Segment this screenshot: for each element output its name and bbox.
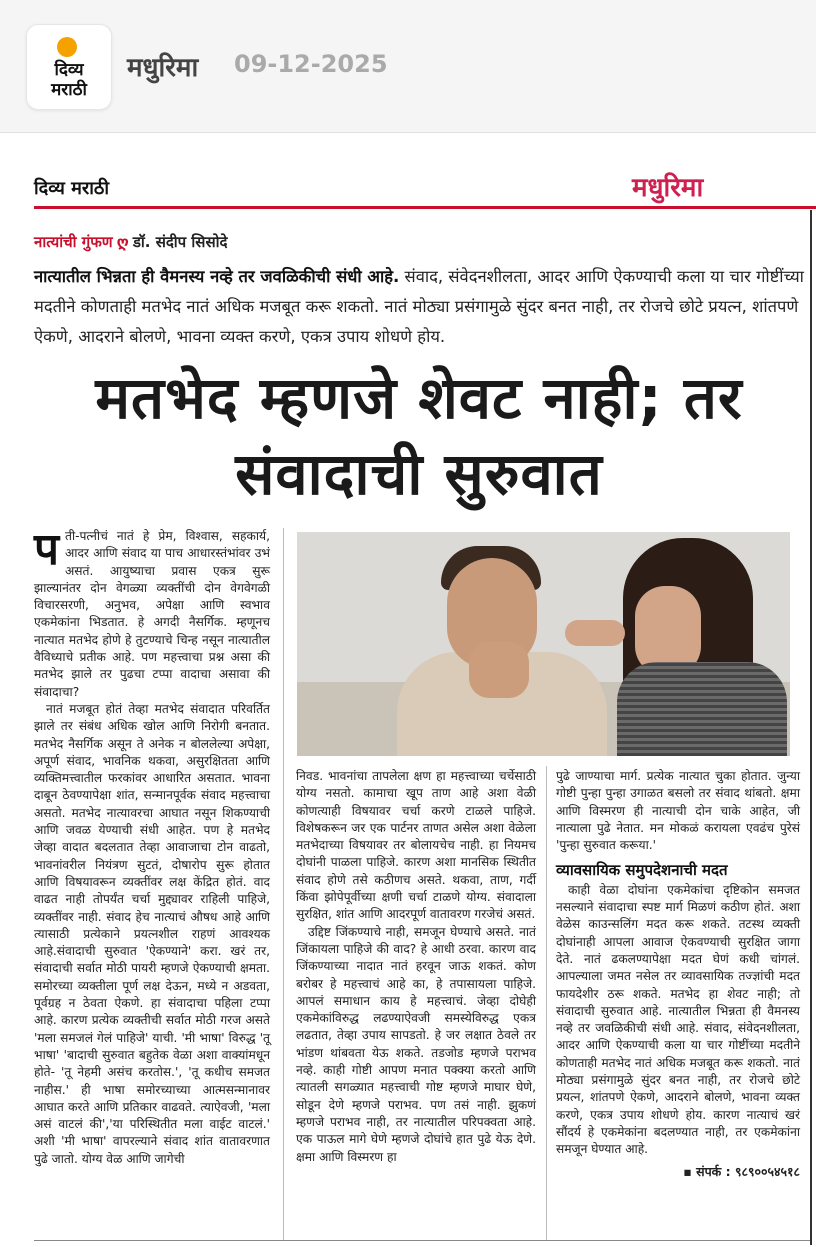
column-1-paragraph-1-text: ती-पत्नीचं नातं हे प्रेम, विश्वास, सहकार्य, आदर आणि संवाद या पाच आधारस्तंभांवर उभं असतं. आयुष्याचा प्रवास एकत्र सुरू झाल्यानंतर दोन वेगळ्या व्यक्तींची दोन वेगवेगळी विचारसरणी, अनुभव, अपेक्षा आणि स्वभाव एकमेकांना भिडतात. हे अगदी नैसर्गिक. म्हणूनच नात्यात मतभेद होणे हे तुटण्याचे चिन्ह नसून नात्यातील वैविध्याचे प्रतीक आहे. पण महत्त्वाचा प्रश्न असा की मतभेद झाले तर पुढचा टप्पा वादाचा असावा की संवादाचा? (34, 529, 270, 699)
logo-line-1: दिव्य (54, 60, 84, 80)
article-column-3 (556, 768, 800, 1180)
section-name: मधुरिमा (632, 173, 704, 203)
author-name: डॉ. संदीप सिसोदे (132, 233, 228, 251)
column-2-paragraph-1: निवड. भावनांचा तापलेला क्षण हा महत्त्वाच्या चर्चेसाठी योग्य नसतो. कामाचा खूप ताण आहे अशा वेळी कोणत्याही विषयावर चर्चा करणे टाळले पाहिजे. विशेषकरून जर एक पार्टनर ताणत असेल अशा वेळेला मतभेदाच्या विषयावर तर बोलायचेच नाही. हा नियमच दोघांनी पाळला पाहिजे. कारण अशा मानसिक स्थितीत संवाद होणे तसे कठीणच असते. थकवा, ताण, गर्दी किंवा झोपेपूर्वीच्या क्षणी चर्चा टाळणे योग्य. संवादाला सुरक्षित, शांत आणि आदरपूर्ण वातावरण गरजेचं असतं. (296, 769, 536, 922)
sun-icon (57, 37, 77, 57)
page-edge-rule (810, 210, 812, 1245)
column-1-paragraph-2: नातं मजबूत होतं तेव्हा मतभेद संवादात परिवर्तित झाले तर संबंध अधिक खोल आणि निरोगी बनतात. मतभेद नैसर्गिक असून ते अनेक न बोललेल्या अपेक्षा, अपूर्ण संवाद, भावनिक थकवा, असुरक्षितता आणि व्यक्तिमत्त्वातील फरकांवर आधारित असतात. भावना दाबून ठेवण्यापेक्षा शांत, सन्मानपूर्वक संवाद महत्त्वाचा असतो. मतभेद नात्यावरचा आघात नसून शिकण्याची आणि जवळ येण्याची संधी आहेत. पण हे मतभेद जेव्हा वादात बदलतात तेव्हा आवाजाचा टोन वाढतो, भावनांवरील नियंत्रण सुटतं, दोषारोप सुरू होतात आणि विषयावरून व्यक्तींवर लक्ष केंद्रित होतं. वाद वाढत नाही तोपर्यंत चर्चा मुद्द्यावर राहिली पाहिजे, व्यक्तींवर नाही. संवाद हेच नात्याचं औषध आहे आणि त्यासाठी प्रत्येकाने प्रयत्नशील राहणं आवश्यक आहे.संवादाची सुरुवात 'ऐकण्याने' करा. खरं तर, संवादाची सर्वात मोठी पायरी म्हणजे ऐकण्याची क्षमता. समोरच्या व्यक्तीला पूर्ण लक्ष देऊन, मध्ये न अडवता, पूर्वग्रह न ठेवता ऐकणे. हा संवादाचा पहिला टप्पा आहे. कारण प्रत्येक व्यक्तीची सर्वात मोठी गरज असते 'मला समजलं गेलं पाहिजे' याची. 'मी भाषा' विरुद्ध 'तू भाषा' 'बादाची सुरुवात बहुतेक वेळा अशा वाक्यांमधून होते- 'तू नेहमी असंच करतोस.', 'तू कधीच समजत नाहीस.' ही भाषा समोरच्याच्या आत्मसन्मानावर आघात करते आणि प्रतिकार वाढवते. त्याऐवजी, 'मला असं वाटलं की','या परिस्थितीत मला वाईट वाटलं.' अशी 'मी भाषा' वापरल्याने संवाद शांत वातावरणात पुढे जातो. योग्य वेळ आणि जागेची (34, 701, 270, 1166)
divya-marathi-logo[interactable] (26, 24, 112, 110)
article-headline (34, 360, 804, 512)
column-3-paragraph-2: काही वेळा दोघांना एकमेकांचा दृष्टिकोन समजत नसल्याने संवादाचा स्पष्ट मार्ग मिळणं कठीण होतं. अशा वेळेस काउन्सलिंग मदत करू शकते. तटस्थ व्यक्ती दोघांनाही आपला आवाज ऐकवण्याची सुरक्षित जागा देते. नातं ढकलण्यापेक्षा मदत घेणं कधी चांगलं. आपल्याला जमत नसेल तर व्यावसायिक तज्ज्ञांची मदत फायदेशीर ठरू शकते. मतभेद हा शेवट नाही; तो संवादाची सुरुवात आहे. नात्यातील भिन्नता ही वैमनस्य नव्हे तर जवळिकीची संधी आहे. संवाद, संवेदनशीलता, आदर आणि ऐकण्याची कला या चार गोष्टींच्या मदतीने कोणताही मतभेद नातं अधिक मजबूत करू शकतो. नातं मोठ्या प्रसंगामुळे सुंदर बनत नाही, तर रोजचे छोटे प्रयत्न, शांतपणे ऐकणे, आदराने बोलणे, भावना व्यक्त करणे, एकत्र उपाय शोधणे होय. कारण नात्याचं खरं सौंदर्य हे एकमेकांना बदलण्यात नाही, तर एकमेकांना समजून घेण्यात आहे. (556, 882, 800, 1157)
column-name: नात्यांची गुंफण (34, 233, 113, 251)
column-rule-1 (283, 528, 284, 1240)
edition-date: 09-12-2025 (234, 50, 388, 78)
article-intro (34, 262, 804, 352)
edition-title: मधुरिमा (127, 53, 199, 83)
couple-photo (297, 532, 790, 756)
article-column-2 (296, 768, 536, 1166)
logo-line-2: मराठी (51, 80, 87, 100)
article-column-1 (34, 524, 270, 1168)
photo-woman-shirt (617, 662, 787, 756)
paper-brand: दिव्य मराठी (34, 178, 109, 199)
header-rule (34, 206, 816, 209)
headline-line-2: संवादाची सुरुवात (235, 440, 603, 508)
contact-number: ▪ संपर्क : ९८९००५४५१८ (683, 1163, 800, 1179)
column-2-paragraph-2: उद्दिष्ट जिंकण्याचे नाही, समजून घेण्याचे असते. नातं जिंकायला पाहिजे की वाद? हे आधी ठरवा. कारण वाद जिंकण्याच्या नादात नातं हरवून जाऊ शकतं. कोण बरोबर हे महत्त्वाचं आहे का, हे तपासायला पाहिजे. आपलं समाधान काय हे महत्त्वाचं. जेव्हा दोघेही एकमेकांविरुद्ध लढण्याऐवजी समस्येविरुद्ध एकत्र लढतात, तेव्हा उपाय सापडतो. हे जर लक्षात ठेवले तर भांडण थांबवता येऊ शकते. तडजोड म्हणजे पराभव नव्हे. काही गोष्टी आपण मनात पक्क्या करतो आणि त्यातली सगळ्यात महत्त्वाची गोष्ट म्हणजे माघार घेणे, सोडून देणे म्हणजे पराभव. पण तसं नाही. झुकणं म्हणजे पराभव नाही, तर नात्यातील परिपक्वता आहे. एक पाऊल मागे घेणे म्हणजे दोघांचे हात पुढे येऊ देणे. क्षमा आणि विस्मरण हा (296, 924, 536, 1164)
column-1-paragraph-1 (34, 524, 270, 701)
column-3-paragraph-1: पुढे जाण्याचा मार्ग. प्रत्येक नात्यात चुका होतात. जुन्या गोष्टी पुन्हा पुन्हा उगाळत बसलो तर संवाद थांबतो. क्षमा आणि विस्मरण ही नात्याची दोन चाके आहेत, जी नात्याला पुढे नेतात. मन मोकळं करायला एवढंच पुरेसं 'पुन्हा सुरुवात करूया.' (556, 769, 800, 853)
column-3-subheading: व्यावसायिक समुपदेशनाची मदत (556, 861, 728, 880)
intro-text: संवाद, संवेदनशीलता, आदर आणि ऐकण्याची कला या चार गोष्टींच्या मदतीने कोणताही मतभेद नातं अधिक मजबूत करू शकतो. नातं मोठ्या प्रसंगामुळे सुंदर बनत नाही, तर रोजचे छोटे प्रयत्न, शांतपणे ऐकणे, आदराने बोलणे, भावना व्यक्त करणे, एकत्र उपाय शोधणे होय. (34, 267, 804, 346)
byline-separator-icon: ღ (116, 233, 129, 251)
headline-line-1: मतभेद म्हणजे शेवट नाही; तर (95, 364, 743, 432)
page-bottom-rule (34, 1240, 810, 1241)
photo-man-hands (469, 642, 529, 698)
app-header (0, 0, 816, 133)
drop-cap: प (34, 524, 59, 575)
photo-woman-hand (565, 620, 625, 646)
intro-lead: नात्यातील भिन्नता ही वैमनस्य नव्हे तर जवळिकीची संधी आहे. (34, 267, 400, 286)
byline (34, 232, 227, 252)
column-rule-2 (546, 766, 547, 1240)
